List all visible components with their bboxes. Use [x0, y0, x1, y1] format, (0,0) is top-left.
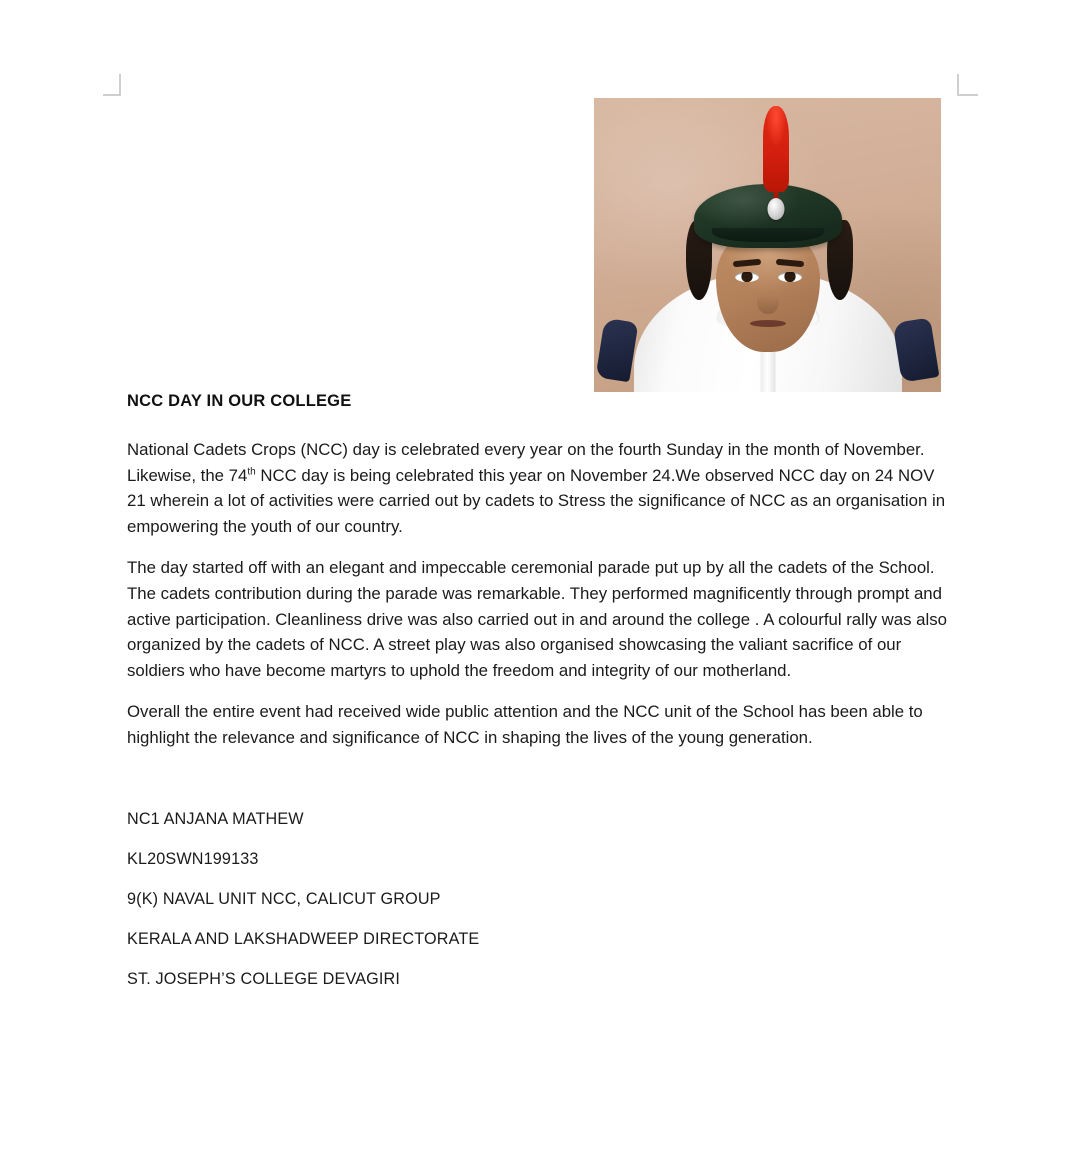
red-plume-icon: [763, 106, 789, 192]
cap-badge-icon: [767, 198, 784, 220]
paragraph-3: Overall the entire event had received wide public attention and the NCC unit of the School has been able to highlight the relevance and significance of NCC in shaping the lives of the young generation.: [127, 702, 923, 747]
paragraph-1-text-before-superscript: National Cadets Crops (NCC) day is celebrated every year on the fourth Sunday in the month of November. Likewise, the 74: [127, 440, 925, 485]
document-body: [127, 392, 949, 1009]
crop-mark-top-right: [957, 74, 978, 96]
signature-block: [127, 809, 949, 989]
signature-unit: 9(K) NAVAL UNIT NCC, CALICUT GROUP: [127, 889, 441, 908]
paragraph-1-text-after-superscript: NCC day is being celebrated this year on November 24.We observed NCC day on 24 NOV 21 wherein a lot of activities were carried out by cadets to Stress the significance of NCC as an organisation in empowering the youth of our country.: [127, 465, 946, 536]
signature-cadet-name: NC1 ANJANA MATHEW: [127, 809, 304, 828]
crop-mark-top-left: [103, 74, 121, 96]
cadet-portrait-photo: [594, 98, 941, 392]
mouth: [750, 320, 786, 327]
eye-left: [735, 272, 759, 282]
ordinal-superscript: th: [247, 466, 256, 477]
signature-regimental-number: KL20SWN199133: [127, 849, 259, 868]
photo-background-wall: [594, 98, 941, 392]
shoulder-epaulette-left: [596, 318, 639, 383]
nose: [757, 288, 779, 314]
paragraph-2: The day started off with an elegant and impeccable ceremonial parade put up by all the cadets of the School. The cadets contribution during the parade was remarkable. They performed magnificently through prompt and active participation. Cleanliness drive was also carried out in and around the college . A colourful rally was also organized by the cadets of NCC. A street play was also organised showcasing the valiant sacrifice of our soldiers who have become martyrs to uphold the freedom and integrity of our motherland.: [127, 558, 947, 680]
eye-right: [778, 272, 802, 282]
signature-college: ST. JOSEPH’S COLLEGE DEVAGIRI: [127, 969, 401, 988]
paragraph-1: [127, 437, 949, 539]
shoulder-epaulette-right: [893, 317, 940, 382]
page-title: NCC DAY IN OUR COLLEGE: [127, 392, 352, 410]
signature-directorate: KERALA AND LAKSHADWEEP DIRECTORATE: [127, 929, 480, 948]
